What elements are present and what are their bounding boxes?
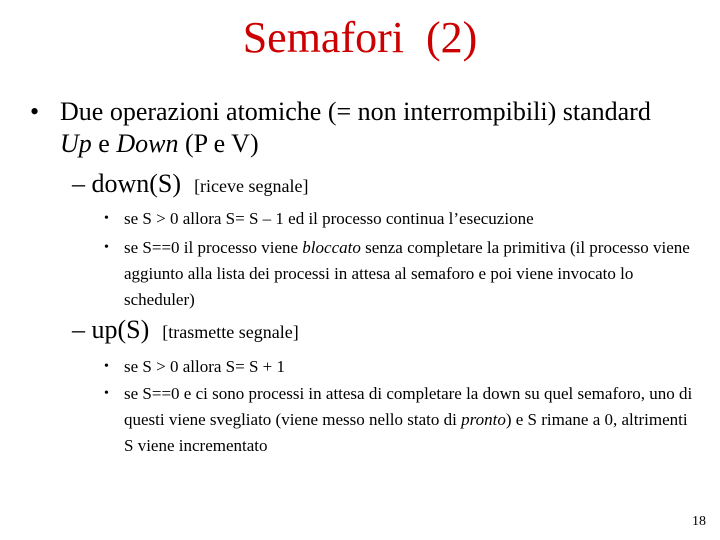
- slide-title: Semafori (2): [242, 13, 478, 62]
- down-heading: [72, 168, 309, 202]
- up-item-1: [104, 354, 694, 380]
- bloccato-term: bloccato: [302, 238, 361, 257]
- main-bullet-text-2: (P e V): [178, 129, 259, 158]
- bullet-marker: •: [30, 97, 40, 126]
- dash-marker: –: [72, 169, 92, 198]
- conjunction: e: [91, 129, 117, 158]
- bullet-marker: •: [104, 240, 109, 255]
- down-label: down(S): [91, 169, 182, 198]
- bullet-marker: •: [104, 211, 109, 226]
- down-term: Down: [116, 129, 179, 158]
- main-bullet-text-1: Due operazioni atomiche (= non interrompibili) standard: [60, 97, 651, 126]
- pronto-term: pronto: [461, 410, 506, 429]
- dash-marker: –: [72, 315, 92, 344]
- down-item-1-text: se S > 0 allora S= S – 1 ed il processo continua l’esecuzione: [124, 209, 534, 228]
- up-term: Up: [60, 129, 92, 158]
- main-bullet-text: [60, 96, 680, 160]
- bullet-marker: •: [104, 386, 109, 401]
- up-item-2-text-1: se S==0 e ci sono processi in attesa di completare la down su quel semaforo, uno di questi viene svegliato (viene messo nello stato di: [124, 384, 693, 429]
- main-bullet: [30, 96, 680, 160]
- bullet-marker: •: [104, 359, 109, 374]
- up-heading: [72, 314, 299, 348]
- down-item-2-text-1: se S==0 il processo viene: [124, 238, 303, 257]
- up-item-2-text-2: ) e S rimane a 0, altrimenti S viene incrementato: [124, 410, 688, 455]
- up-item-2-text: [124, 381, 694, 459]
- up-item-1-text: se S > 0 allora S= S + 1: [124, 357, 285, 376]
- up-label: up(S): [91, 315, 150, 344]
- down-item-2-text-2: senza completare la primitiva (il processo viene aggiunto alla lista dei processi in attesa al semaforo e poi viene invocato lo scheduler): [124, 238, 690, 309]
- down-note: [riceve segnale]: [194, 176, 309, 196]
- down-item-2: [104, 235, 694, 313]
- up-item-2: [104, 381, 694, 459]
- down-item-2-text: [124, 235, 694, 313]
- down-item-1: [104, 206, 694, 232]
- page-number: 18: [692, 514, 706, 529]
- up-note: [trasmette segnale]: [162, 322, 299, 342]
